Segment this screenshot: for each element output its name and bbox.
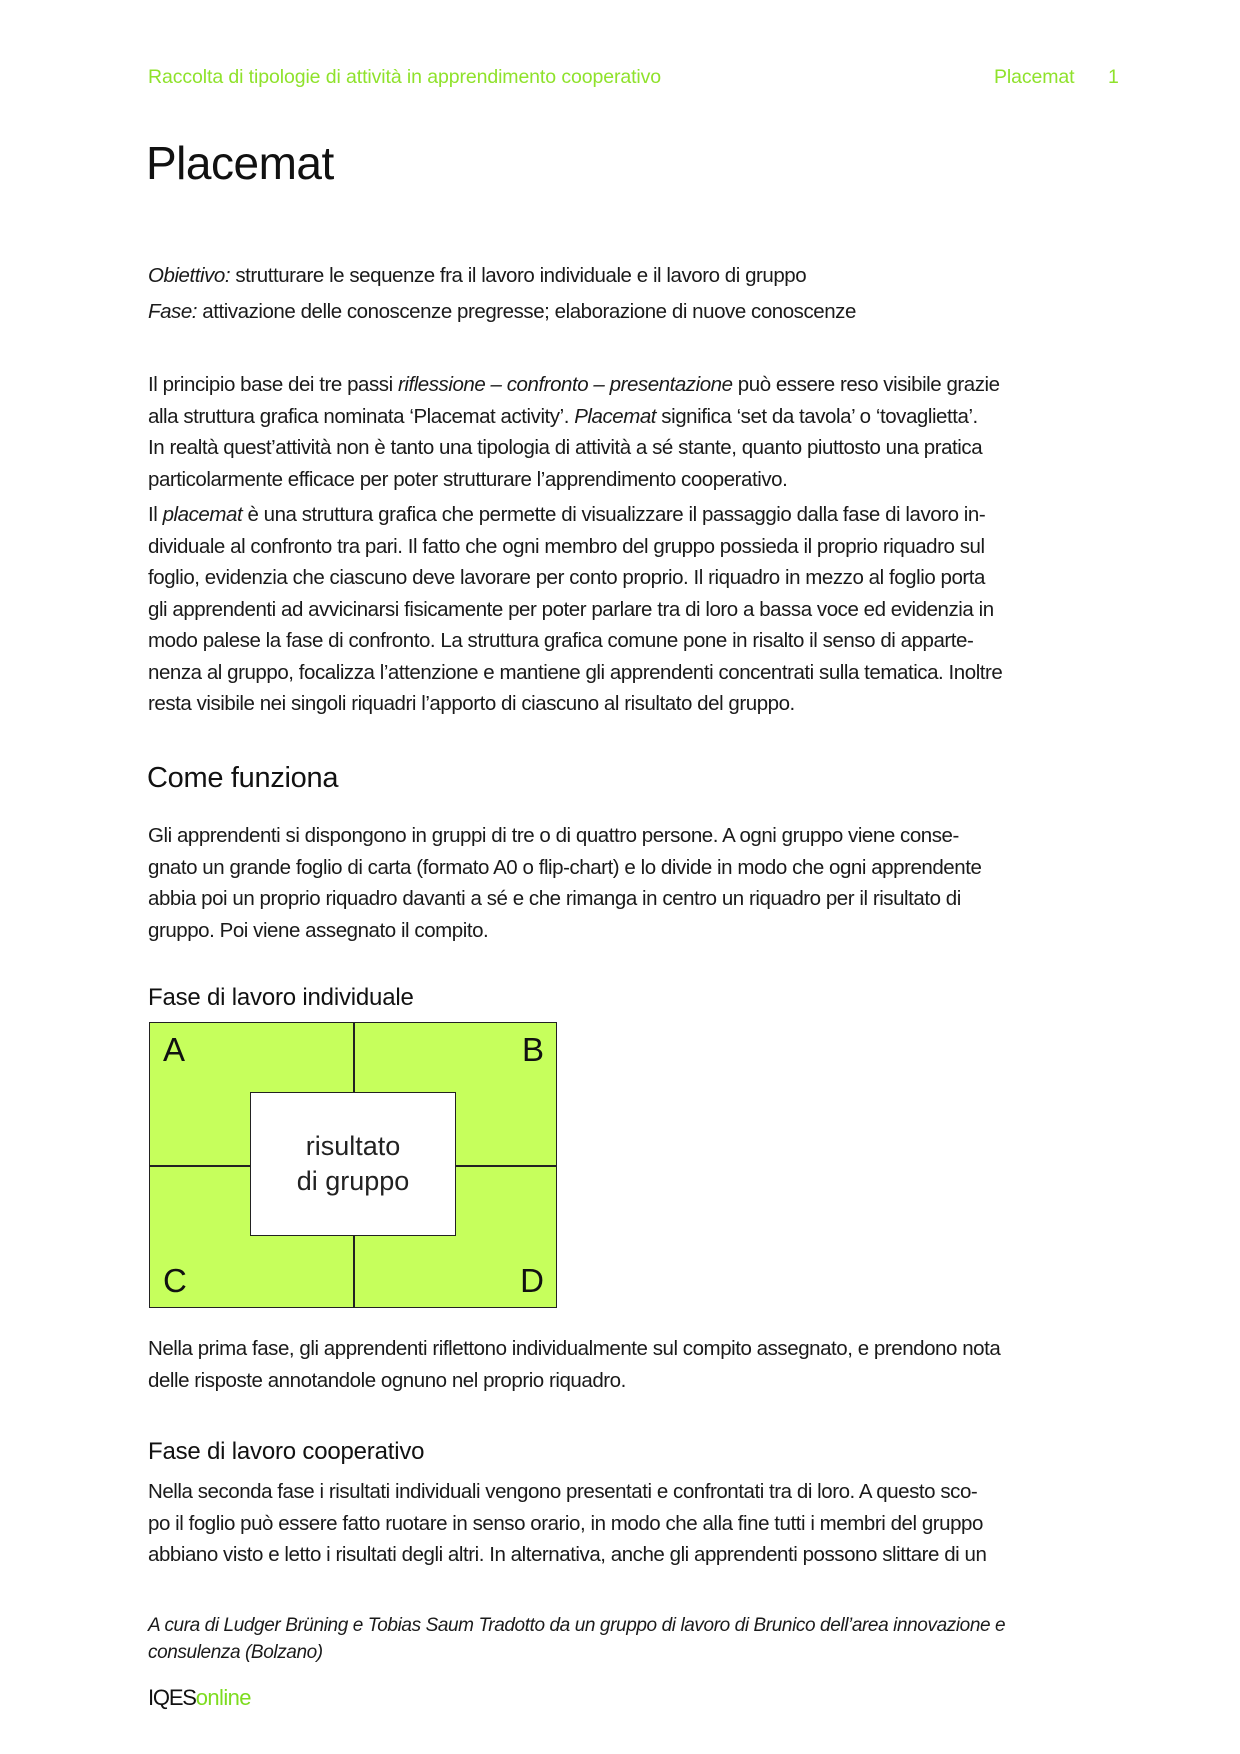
text-span: Il: [148, 503, 163, 526]
running-header-section: Placemat: [994, 66, 1075, 88]
objective-text: strutturare le sequenze fra il lavoro individuale e il lavoro di gruppo: [230, 264, 807, 287]
text-line: gnato un grande foglio di carta (formato A0 o flip-chart) e lo divide in modo che ogni apprendente: [148, 855, 982, 879]
objective-label: Obiettivo:: [148, 264, 231, 287]
objective-line: [148, 258, 856, 294]
intro-paragraph-2: [148, 499, 1002, 720]
text-span: può essere reso visibile grazie: [732, 373, 1000, 396]
text-line: Nella seconda fase i risultati individuali vengono presentati e confrontati tra di loro. A questo sco-: [148, 1480, 978, 1503]
phase-line: [148, 294, 856, 330]
credits-line: consulenza (Bolzano): [148, 1642, 323, 1663]
subheading-cooperative-phase: Fase di lavoro cooperativo: [148, 1438, 425, 1465]
how-it-works-paragraph: [148, 820, 981, 946]
quadrant-label-d: D: [520, 1262, 544, 1299]
text-line: abbiano visto e letto i risultati degli altri. In alternativa, anche gli apprendenti possono slittare di un: [148, 1543, 987, 1566]
text-line: [148, 499, 1002, 531]
section-heading-how-it-works: Come funziona: [147, 762, 339, 794]
quadrant-label-c: C: [163, 1262, 187, 1299]
phase-text: attivazione delle conoscenze pregresse; elaborazione di nuove conoscenze: [197, 300, 856, 323]
text-line: [148, 401, 1000, 433]
iqes-online-logo: [148, 1685, 251, 1711]
emphasis-text: Placemat: [574, 404, 657, 428]
footer-credits: [148, 1612, 1005, 1666]
text-line: gli apprendenti ad avvicinarsi fisicamente per poter parlare tra di loro a bassa voce ed evidenzia in: [148, 597, 994, 621]
logo-online: online: [195, 1685, 251, 1710]
text-line: dividuale al confronto tra pari. Il fatto che ogni membro del gruppo possieda il proprio riquadro sul: [148, 534, 985, 558]
subheading-individual-phase: Fase di lavoro individuale: [148, 984, 414, 1011]
page-number: 1: [1108, 66, 1119, 88]
meta-block: [148, 258, 856, 330]
group-result-box: [250, 1092, 456, 1236]
text-span: alla struttura grafica nominata ‘Placemat activity’.: [148, 404, 575, 428]
quadrant-label-a: A: [163, 1031, 186, 1068]
quadrant-label-b: B: [521, 1031, 544, 1068]
text-line: foglio, evidenzia che ciascuno deve lavorare per conto proprio. Il riquadro in mezzo al foglio porta: [148, 566, 986, 589]
logo-iqes: IQES: [148, 1685, 196, 1710]
cooperative-phase-paragraph: [148, 1476, 986, 1571]
text-line: modo palese la fase di confronto. La struttura grafica comune pone in risalto il senso di apparte-: [148, 629, 974, 652]
text-line: nenza al gruppo, focalizza l’attenzione e mantiene gli apprendenti concentrati sulla tematica. Inoltre: [148, 660, 1003, 684]
individual-phase-paragraph: [148, 1333, 1000, 1396]
placemat-diagram: [149, 1022, 557, 1308]
text-line: Nella prima fase, gli apprendenti riflettono individualmente sul compito assegnato, e prendono nota: [148, 1337, 1001, 1360]
text-line: [148, 369, 1000, 401]
text-line: abbia poi un proprio riquadro davanti a sé e che rimanga in centro un riquadro per il risultato di: [148, 887, 961, 910]
group-result-label-line1: risultato: [305, 1131, 401, 1161]
text-span: significa ‘set da tavola’ o ‘tovaglietta’.: [656, 404, 978, 428]
page-title: Placemat: [146, 137, 334, 189]
text-line: delle risposte annotandole ognuno nel proprio riquadro.: [148, 1368, 626, 1392]
text-span: Il principio base dei tre passi: [148, 373, 398, 396]
text-line: gruppo. Poi viene assegnato il compito.: [148, 918, 489, 942]
text-line: resta visibile nei singoli riquadri l’apporto di ciascuno al risultato del gruppo.: [148, 692, 795, 715]
running-header-series: Raccolta di tipologie di attività in apprendimento cooperativo: [148, 66, 662, 88]
text-line: particolarmente efficace per poter strutturare l’apprendimento cooperativo.: [148, 467, 788, 491]
intro-paragraph-1: [148, 369, 1000, 495]
text-line: In realtà quest’attività non è tanto una tipologia di attività a sé stante, quanto piuttosto una pratica: [148, 436, 983, 459]
emphasis-text: placemat: [162, 503, 243, 526]
emphasis-text: riflessione – confronto – presentazione: [397, 373, 733, 396]
phase-label: Fase:: [148, 300, 198, 323]
credits-line: A cura di Ludger Brüning e Tobias Saum Tradotto da un gruppo di lavoro di Brunico dell’area innovazione e: [148, 1615, 1006, 1636]
text-span: è una struttura grafica che permette di visualizzare il passaggio dalla fase di lavoro in-: [242, 503, 986, 526]
group-result-label-line2: di gruppo: [296, 1166, 410, 1196]
text-line: Gli apprendenti si dispongono in gruppi di tre o di quattro persone. A ogni gruppo viene conse-: [148, 824, 959, 847]
text-line: po il foglio può essere fatto ruotare in senso orario, in modo che alla fine tutti i membri del gruppo: [148, 1511, 983, 1535]
